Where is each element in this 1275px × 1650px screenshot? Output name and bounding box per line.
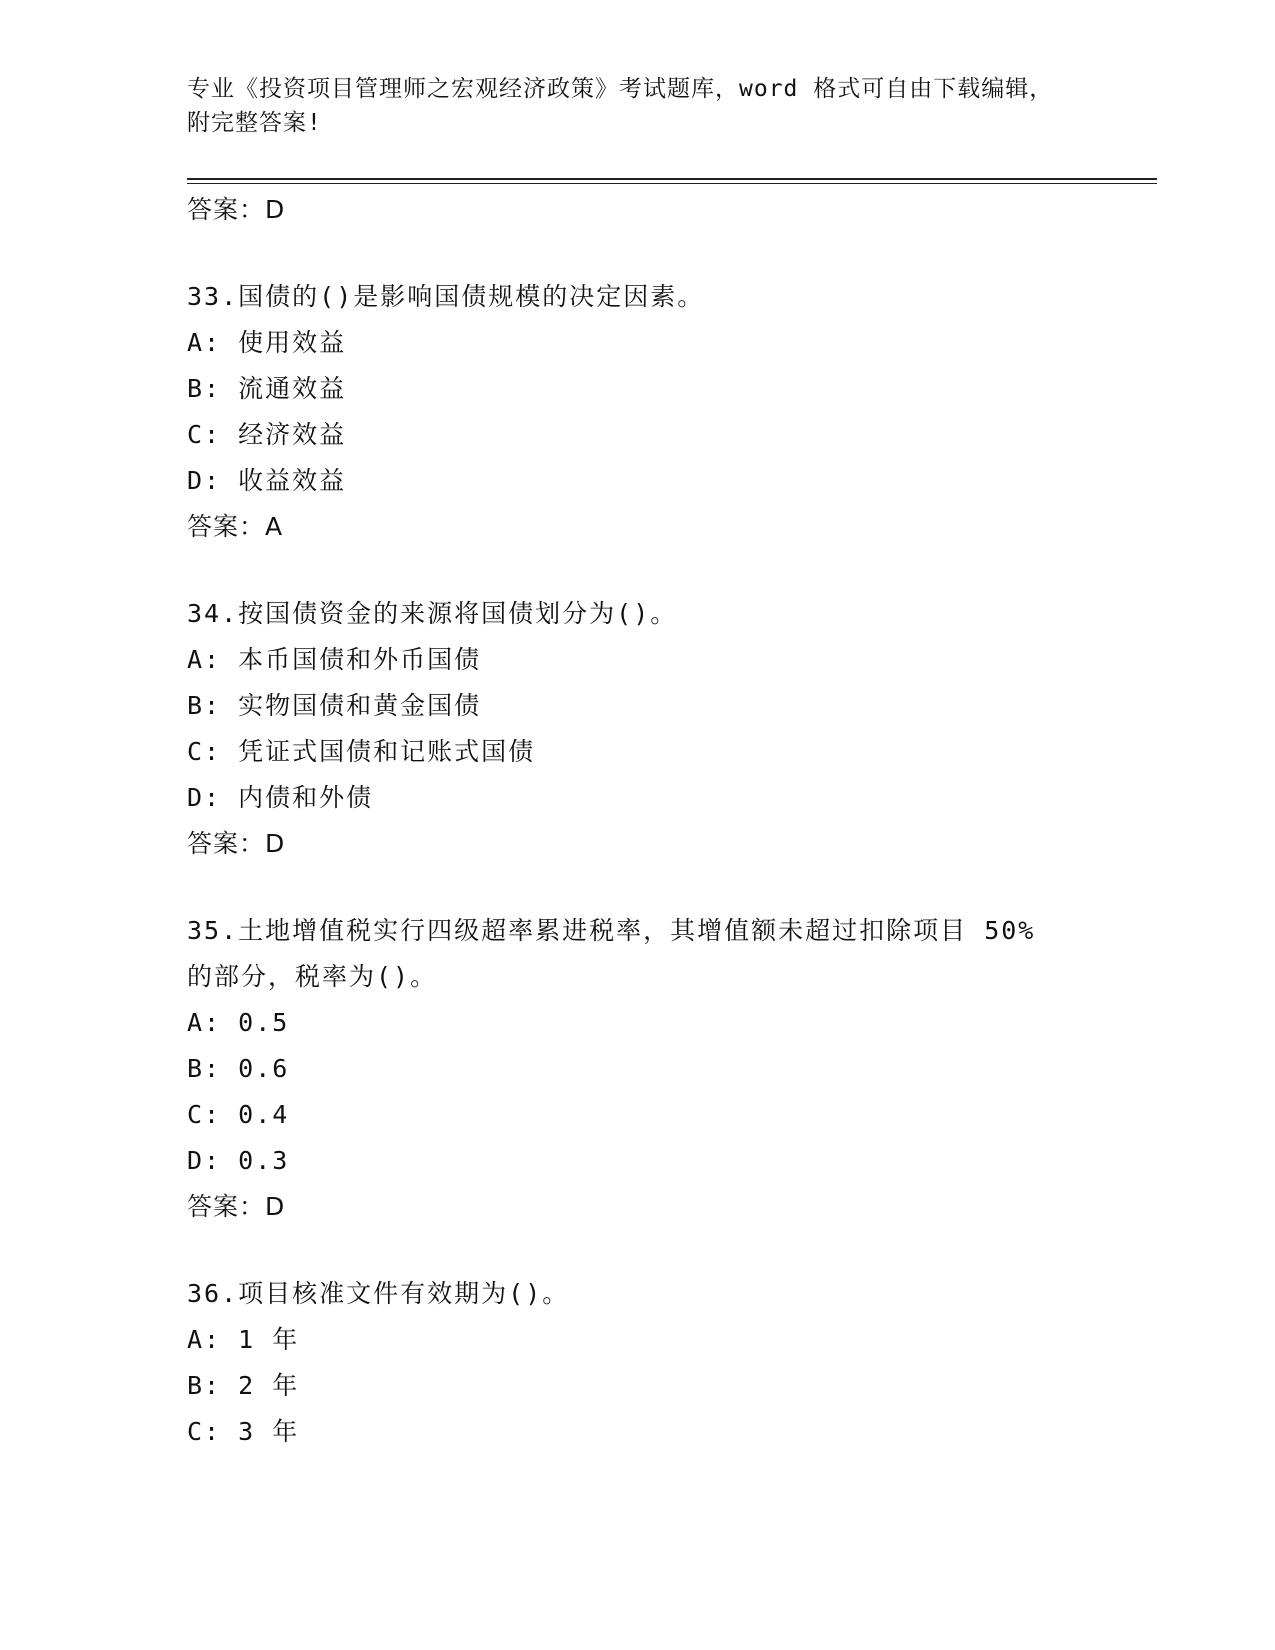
question-stem: 33.国债的()是影响国债规模的决定因素。 — [187, 282, 705, 311]
option-d: D: 收益效益 — [187, 466, 347, 495]
question-36 — [187, 1271, 1157, 1455]
header-line-1: 专业《投资项目管理师之宏观经济政策》考试题库，word 格式可自由下载编辑， — [187, 76, 1054, 102]
option-c: C: 凭证式国债和记账式国债 — [187, 737, 536, 766]
option-a: A: 1 年 — [187, 1325, 300, 1354]
question-stem-line-1: 35.土地增值税实行四级超率累进税率，其增值额未超过扣除项目 50% — [187, 916, 1036, 945]
header-line-2: 附完整答案! — [187, 110, 322, 136]
option-b: B: 2 年 — [187, 1371, 300, 1400]
question-35 — [187, 908, 1157, 1230]
option-a: A: 使用效益 — [187, 328, 347, 357]
question-34 — [187, 591, 1157, 867]
option-d: D: 0.3 — [187, 1146, 290, 1175]
option-b: B: 实物国债和黄金国债 — [187, 691, 482, 720]
option-b: B: 流通效益 — [187, 374, 347, 403]
answer-line: 答案：D — [187, 1192, 286, 1221]
header-divider-thin — [187, 183, 1157, 184]
option-a: A: 0.5 — [187, 1008, 290, 1037]
question-stem: 34.按国债资金的来源将国债划分为()。 — [187, 599, 678, 628]
question-stem: 36.项目核准文件有效期为()。 — [187, 1279, 570, 1308]
option-a: A: 本币国债和外币国债 — [187, 645, 482, 674]
answer-line: 答案：A — [187, 512, 284, 541]
option-c: C: 经济效益 — [187, 420, 347, 449]
document-body — [187, 187, 1157, 1455]
answer-line: 答案：D — [187, 195, 286, 224]
option-c: C: 3 年 — [187, 1417, 300, 1446]
option-c: C: 0.4 — [187, 1100, 290, 1129]
question-stem-line-2: 的部分，税率为()。 — [187, 962, 438, 991]
document-header — [187, 72, 1087, 140]
question-33 — [187, 274, 1157, 550]
option-b: B: 0.6 — [187, 1054, 290, 1083]
answer-line: 答案：D — [187, 829, 286, 858]
option-d: D: 内债和外债 — [187, 783, 374, 812]
header-divider-thick — [187, 178, 1157, 180]
